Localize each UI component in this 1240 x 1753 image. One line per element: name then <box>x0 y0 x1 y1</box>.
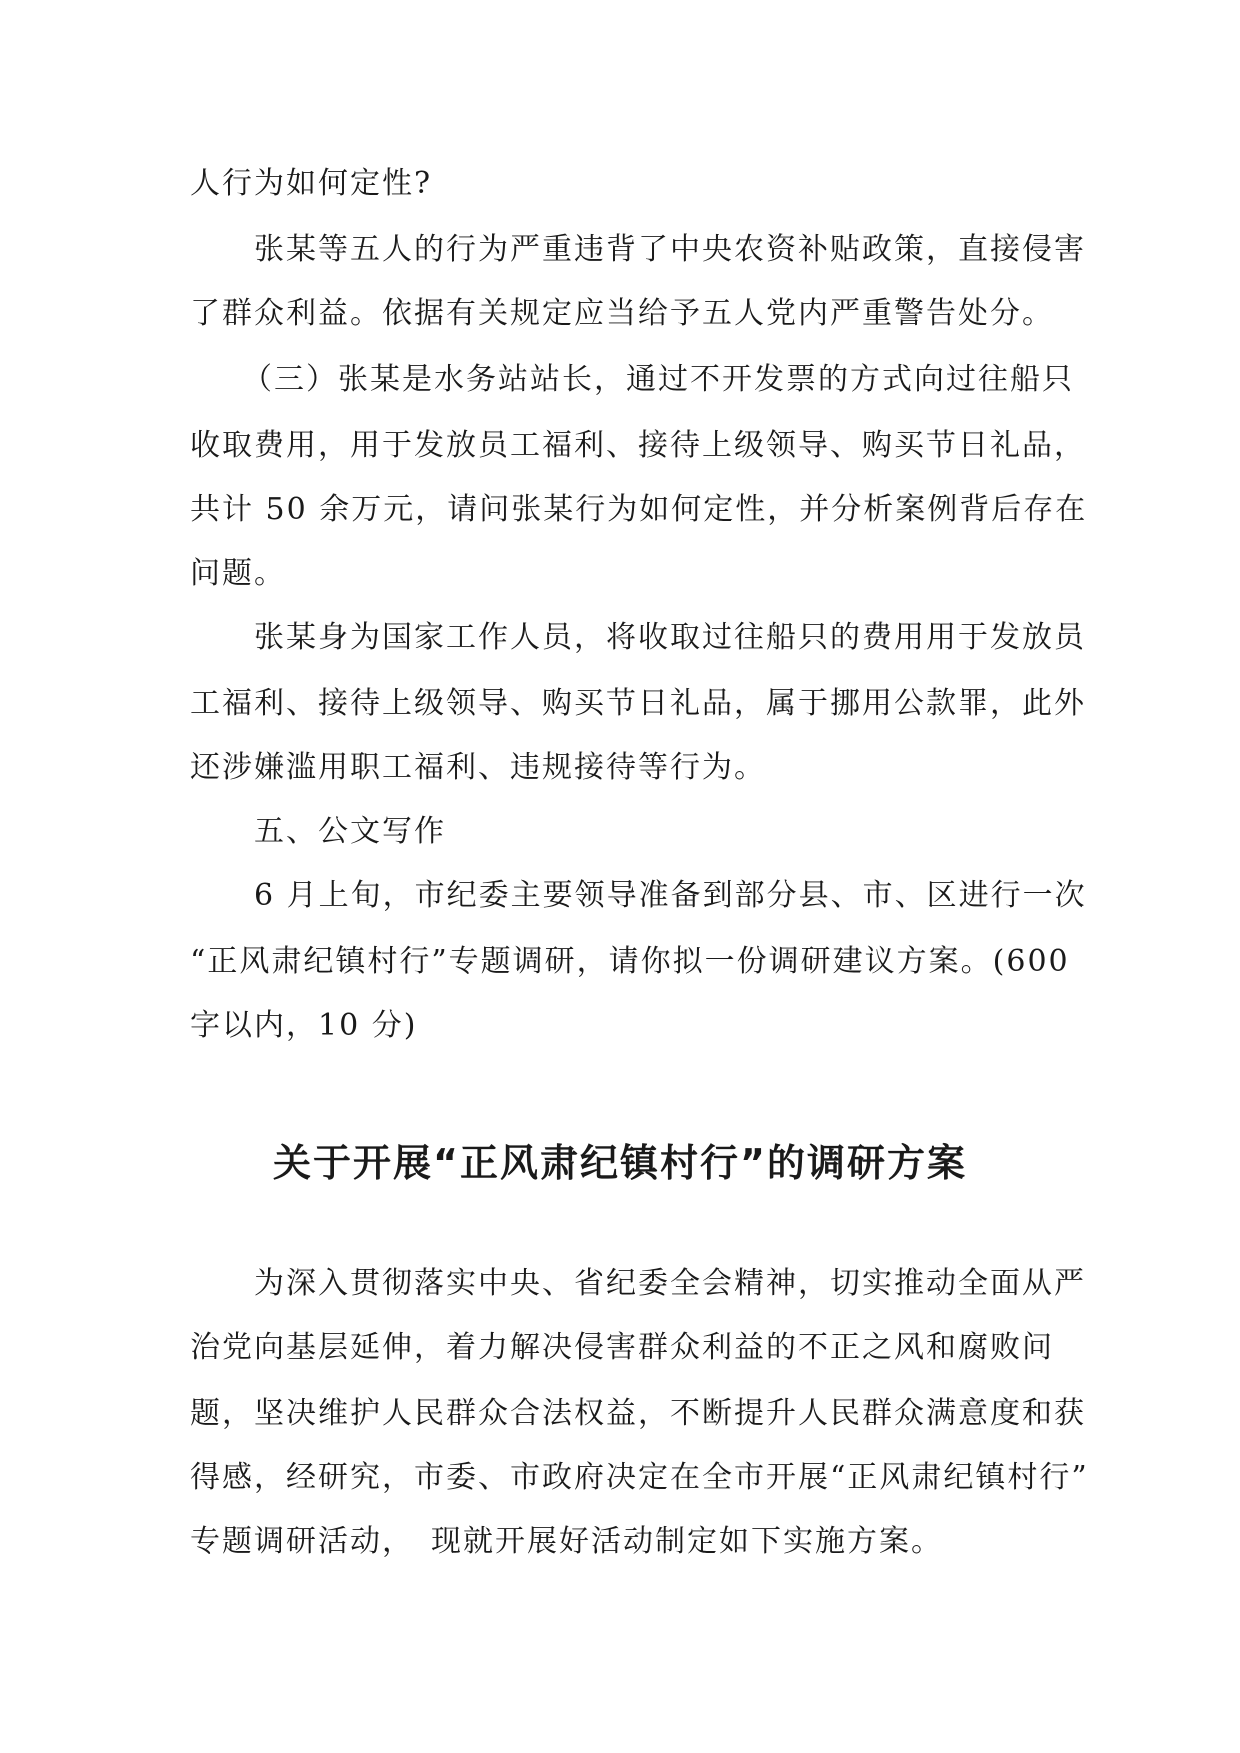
paragraph-line: 了群众利益。依据有关规定应当给予五人党内严重警告处分。 <box>190 296 1054 331</box>
section-heading: 五、公文写作 <box>254 814 446 849</box>
body-line: 为深入贯彻落实中央、省纪委全会精神，切实推动全面从严 <box>254 1266 1086 1301</box>
body-line: 题，坚决维护人民群众合法权益，不断提升人民群众满意度和获 <box>190 1396 1086 1431</box>
prompt-line: 字以内，10 分) <box>190 1008 418 1043</box>
answer-line: 工福利、接待上级领导、购买节日礼品，属于挪用公款罪，此外 <box>190 686 1086 721</box>
text-line: 人行为如何定性? <box>190 166 433 201</box>
body-line: 治党向基层延伸，着力解决侵害群众利益的不正之风和腐败问 <box>190 1330 1054 1365</box>
answer-line: 还涉嫌滥用职工福利、违规接待等行为。 <box>190 750 766 785</box>
question-line: （三）张某是水务站站长，通过不开发票的方式向过往船只 <box>242 362 1074 397</box>
question-line: 共计 50 余万元，请问张某行为如何定性，并分析案例背后存在 <box>190 492 1088 527</box>
question-line: 收取费用，用于发放员工福利、接待上级领导、购买节日礼品， <box>190 428 1086 463</box>
document-title: 关于开展“正风肃纪镇村行”的调研方案 <box>273 1141 967 1185</box>
prompt-line: “正风肃纪镇村行”专题调研，请你拟一份调研建议方案。(600 <box>190 944 1070 979</box>
body-line: 专题调研活动， 现就开展好活动制定如下实施方案。 <box>190 1524 943 1559</box>
answer-line: 张某身为国家工作人员，将收取过往船只的费用用于发放员 <box>254 620 1086 655</box>
body-line: 得感，经研究，市委、市政府决定在全市开展“正风肃纪镇村行” <box>190 1460 1089 1495</box>
prompt-line: 6 月上旬，市纪委主要领导准备到部分县、市、区进行一次 <box>254 878 1087 913</box>
paragraph-line: 张某等五人的行为严重违背了中央农资补贴政策，直接侵害 <box>254 232 1086 267</box>
question-line: 问题。 <box>190 556 286 591</box>
